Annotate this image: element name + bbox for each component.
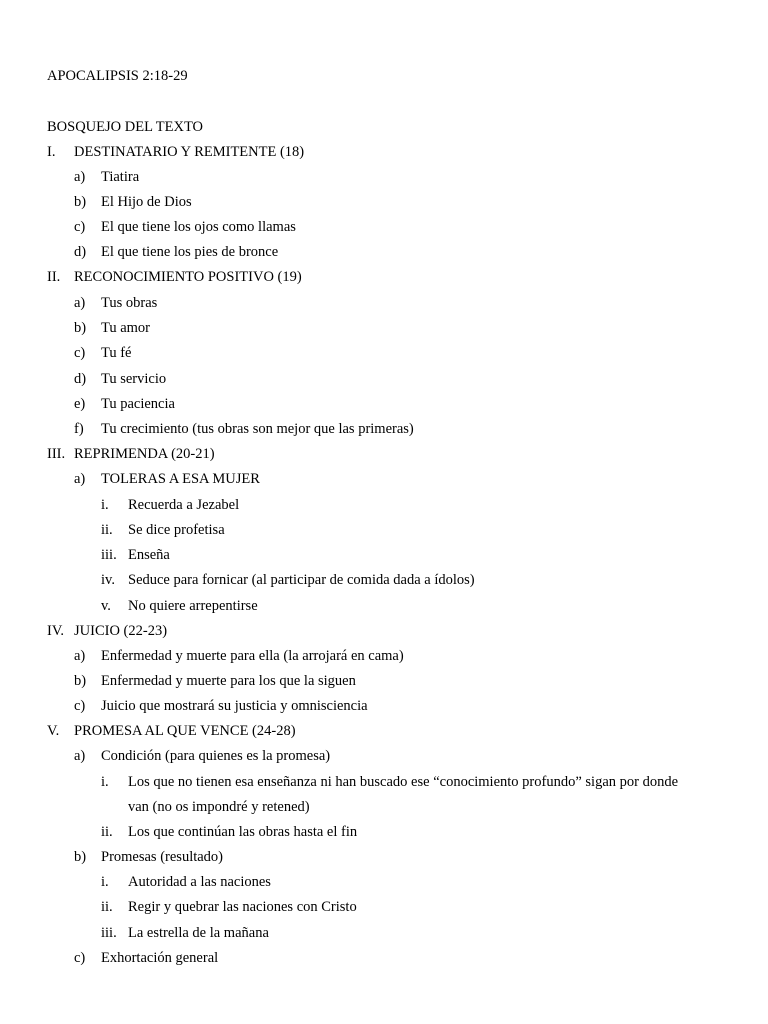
document-title: APOCALIPSIS 2:18-29: [47, 68, 188, 84]
outline-subtitle: BOSQUEJO DEL TEXTO: [47, 119, 204, 135]
document-page: APOCALIPSIS 2:18-29 BOSQUEJO DEL TEXTO I. DESTINATARIO Y REMITENTE (18) a) Tiatira b) El Hijo de Dios c) El que tiene los ojos como llamas d) El que tiene los pies de bronce II. RECONOCIMIENTO POSITIVO (19) a) Tus obras b) Tu amor c) Tu fé d) Tu servicio e) Tu paciencia f) Tu crecimiento (tus obras son mejor que las primeras) III. REPRIMENDA (20-21) a) TOLERAS A ESA MUJER i. Recuerda a Jezabel ii. Se dice profetisa iii. Enseña iv. Seduce para fornicar (al participar de comida dada a ídolos) v. No quiere arrepentirse IV. JUICIO (22-23) a) Enfermedad y muerte para ella (la arrojará en cama) b) Enfermedad y muerte para los que la siguen c) Juicio que mostrará su justicia y omnisciencia V. PROMESA AL QUE VENCE (24-28) a) Condición (para quienes es la promesa) i. Los que no tienen esa enseñanza ni han buscado ese “conocimiento profundo” sigan por donde van (no os impondré y retened) ii. Los que continúan las obras hasta el fin b) Promesas (resultado) i. Autoridad a las naciones ii. Regir y quebrar las naciones con Cristo iii. La estrella de la mañana c) Exhortación general: [47, 68, 679, 966]
